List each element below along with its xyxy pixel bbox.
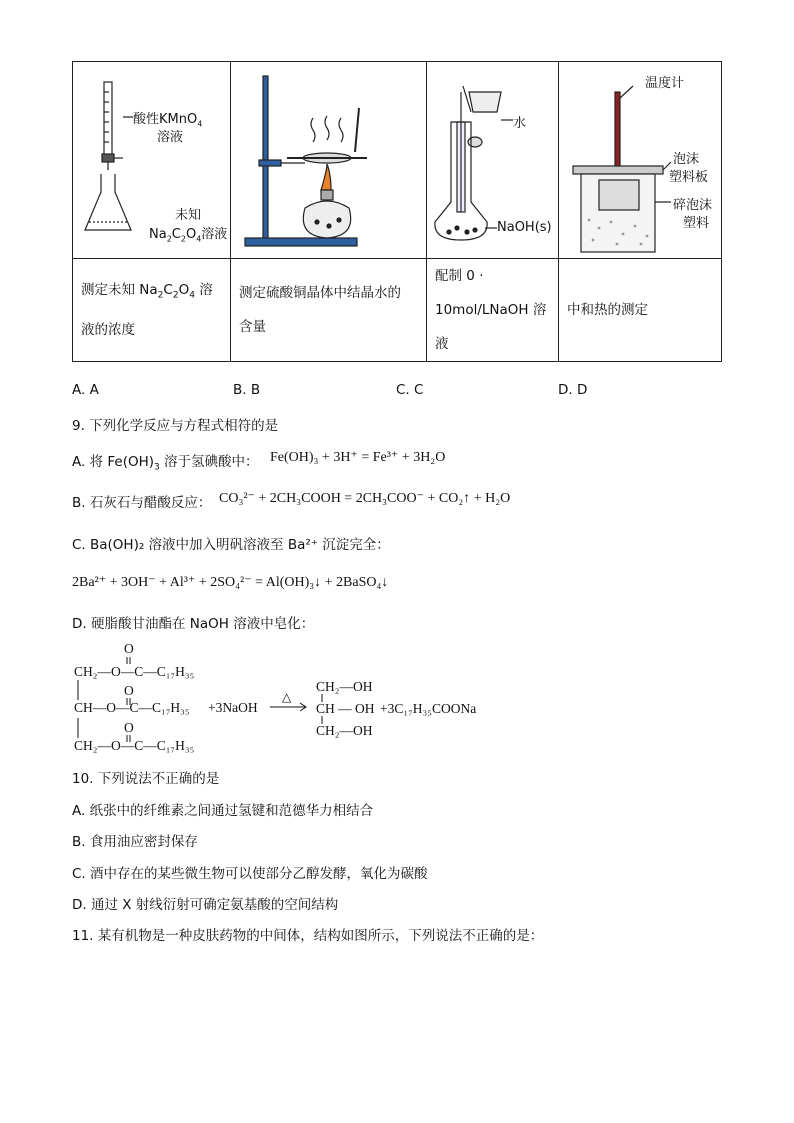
q9-equation-b: CO₃²⁻ + 2CH₃COOH = 2CH₃COO⁻ + CO₂↑ + H₂O bbox=[219, 491, 511, 506]
q10-option-d[interactable]: D. 通过 X 射线衍射可确定氨基酸的空间结构 bbox=[72, 897, 339, 913]
reagent-label: 酸性KMnO$_4$ bbox=[133, 112, 203, 129]
water-label: 水 bbox=[513, 116, 527, 131]
naoh-label: NaOH(s) bbox=[497, 220, 552, 235]
q9-option-d[interactable]: D. 硬脂酸甘油酯在 NaOH 溶液中皂化： bbox=[72, 616, 315, 632]
thermometer-label: 温度计 bbox=[645, 76, 685, 91]
carbonyl-o-3: O bbox=[124, 720, 134, 735]
q10-stem: 10. 下列说法不正确的是 bbox=[72, 771, 220, 787]
board-label-2: 塑料板 bbox=[669, 170, 709, 185]
q9-stem: 9. 下列化学反应与方程式相符的是 bbox=[72, 418, 279, 434]
heat-symbol: △ bbox=[282, 690, 292, 704]
glycerol-row-3: CH₂—OH bbox=[316, 723, 373, 738]
carbonyl-o-1: O bbox=[124, 641, 134, 656]
carbonyl-o-2: O bbox=[124, 683, 134, 698]
q10-option-b[interactable]: B. 食用油应密封保存 bbox=[72, 834, 198, 850]
glyceride-row-3: CH₂—O—C—C₁₇H₃₅ bbox=[74, 738, 195, 753]
q11-stem: 11. 某有机物是一种皮肤药物的中间体，结构如图所示，下列说法不正确的是： bbox=[72, 928, 544, 944]
caption-titration-line1: 测定未知 $Na_2C_2O_4$ 溶 bbox=[81, 282, 213, 301]
q9-option-b[interactable]: B. 石灰石与醋酸反应： bbox=[72, 495, 212, 511]
q8-option-a[interactable]: A. A bbox=[72, 382, 99, 398]
glycerol-row-1: CH₂—OH bbox=[316, 679, 373, 694]
q9-equation-c: 2Ba²⁺ + 3OH⁻ + Al³⁺ + 2SO₄²⁻ = Al(OH)₃↓ + 2BaSO₄↓ bbox=[72, 575, 389, 590]
caption-flask-line2: 10mol/LNaOH 溶液 bbox=[435, 302, 547, 352]
board-label-1: 泡沫 bbox=[673, 152, 700, 167]
q9-option-a[interactable]: A. 将 $Fe(OH)_3$ 溶于氢碘酸中： bbox=[72, 454, 259, 473]
q10-option-a[interactable]: A. 纸张中的纤维素之间通过氢键和范德华力相结合 bbox=[72, 803, 374, 819]
q8-option-d[interactable]: D. D bbox=[558, 382, 588, 398]
glycerol-row-2: CH — OH bbox=[316, 701, 375, 716]
glyceride-row-1: CH₂—O—C—C₁₇H₃₅ bbox=[74, 664, 195, 679]
crushed-label-1: 碎泡沫 bbox=[673, 198, 713, 213]
caption-calorimeter-line: 中和热的测定 bbox=[567, 302, 648, 318]
q8-option-c[interactable]: C. C bbox=[396, 382, 424, 398]
q9-equation-a: Fe(OH)₃ + 3H⁺ = Fe³⁺ + 3H₂O bbox=[270, 450, 446, 465]
glyceride-row-2: CH—O—C—C₁₇H₃₅ bbox=[74, 700, 190, 715]
q8-option-b[interactable]: B. B bbox=[233, 382, 261, 398]
reagent-label-2: 溶液 bbox=[157, 130, 184, 145]
unknown-label: 未知 bbox=[175, 208, 202, 223]
q9-option-c[interactable]: C. Ba(OH)₂ 溶液中加入明矾溶液至 Ba²⁺ 沉淀完全： bbox=[72, 537, 390, 553]
soap-product: +3C₁₇H₃₅COONa bbox=[380, 701, 477, 716]
caption-flask-line1: 配制 0 · bbox=[435, 268, 484, 284]
sample-label: $Na_2C_2O_4$溶液 bbox=[149, 227, 228, 244]
caption-titration-line2: 液的浓度 bbox=[81, 321, 135, 338]
caption-heating-line2: 含量 bbox=[239, 319, 266, 335]
q10-option-c[interactable]: C. 酒中存在的某些微生物可以使部分乙醇发酵，氧化为碳酸 bbox=[72, 866, 428, 882]
crushed-label-2: 塑料 bbox=[683, 216, 710, 231]
naoh-reagent: +3NaOH bbox=[208, 700, 258, 715]
caption-heating-line1: 测定硫酸铜晶体中结晶水的 bbox=[239, 285, 401, 301]
